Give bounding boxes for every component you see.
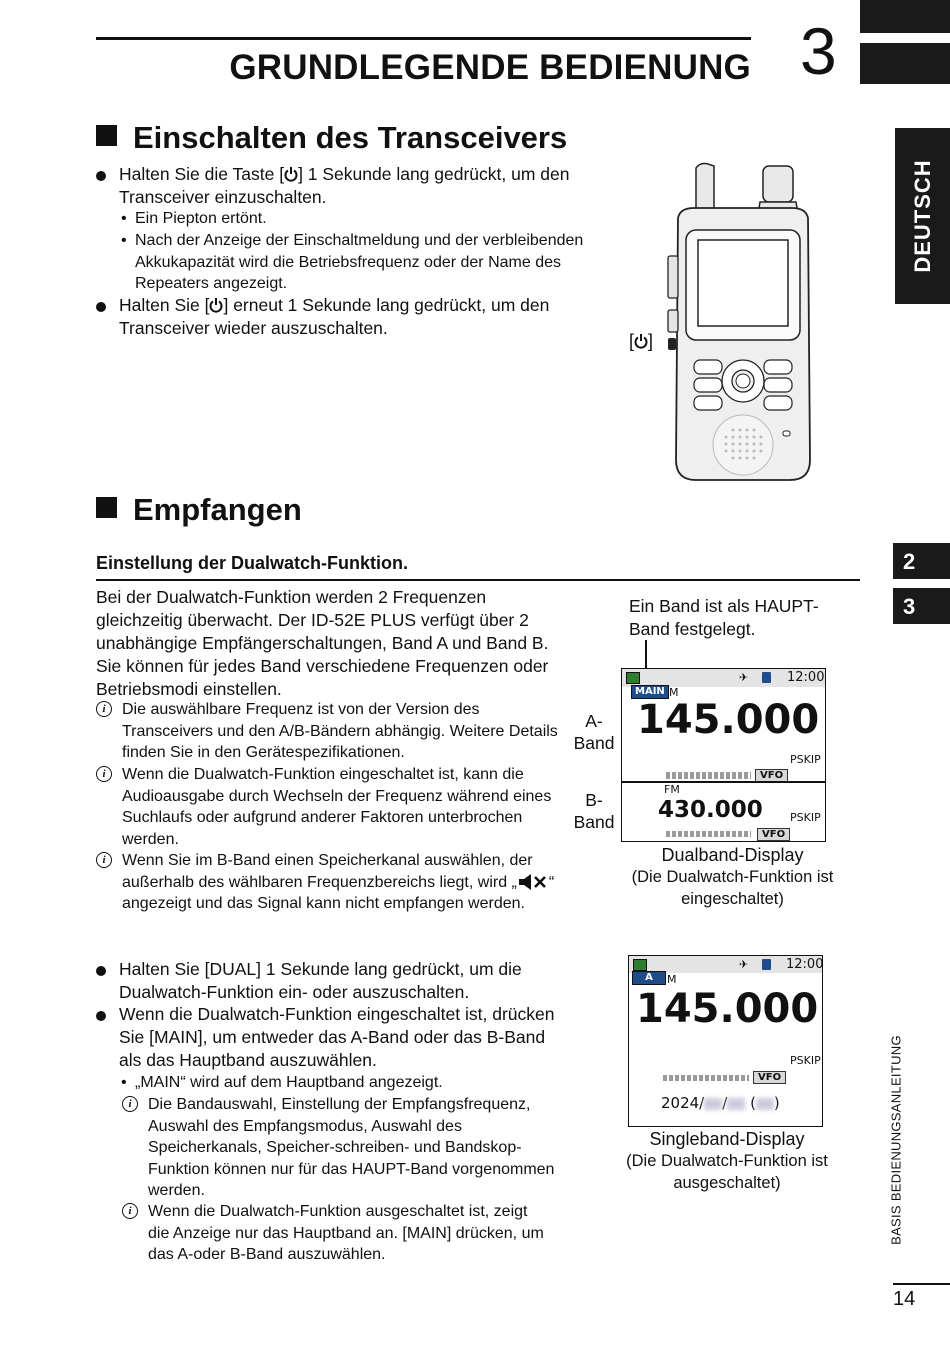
square-bullet-icon	[96, 125, 117, 146]
note-main-band-only: i Die Bandauswahl, Einstellung der Empfangsfrequenz, Auswahl des Empfangsmodus, Auswahl des Speicherkanals, Speicher-schreiben- und Bandskop-Funktion können nur für das HAUPT-Band vorgenommen werden.	[148, 1094, 568, 1202]
section-title-power: Einschalten des Transceivers	[96, 120, 567, 156]
transceiver-illustration	[660, 160, 825, 485]
sub-beep: • Ein Piepton ertönt.	[121, 210, 267, 227]
sub-display-info: • Nach der Anzeige der Einschaltmeldung und der verbleibenden Akkukapazität wird die Betriebsfrequenz oder der Name des Repeaters angezeigt.	[121, 232, 584, 292]
section-tab-label: 2	[903, 549, 916, 574]
frequency: 145.000	[636, 986, 819, 1032]
bullet-main-key: Wenn die Dualwatch-Funktion eingeschaltet ist, drücken Sie [MAIN], um entweder das A-Band oder das B-Band als das Hauptband auszuwählen.	[119, 1003, 569, 1072]
chapter-number: 3	[800, 14, 837, 88]
pskip-b: PSKIP	[790, 811, 821, 824]
battery-icon	[633, 959, 647, 971]
vertical-manual-label: BASIS BEDIENUNGSANLEITUNG	[888, 1035, 904, 1245]
clock: 12:00	[786, 957, 824, 972]
gps-icon: ✈	[739, 671, 749, 684]
pskip-a: PSKIP	[790, 753, 821, 766]
s-meter-a	[666, 772, 751, 779]
power-key-label: [ ]	[629, 331, 654, 351]
section-title-receive: Empfangen	[96, 492, 302, 528]
singleband-display	[628, 955, 823, 1127]
note-frequency: i Die auswählbare Frequenz ist von der Version des Transceivers und den A/B-Bändern abhängig. Weitere Details finden Sie in den Gerätespezifikationen.	[122, 699, 562, 764]
bullet-dot-icon	[96, 966, 106, 976]
section-tab-3	[893, 588, 950, 624]
note-audio: i Wenn die Dualwatch-Funktion eingeschaltet ist, kann die Audioausgabe durch Wechseln der Frequenz während eines Suchlaufs oder aufgrund anderer Faktoren unterbrochen werden.	[122, 764, 562, 850]
vfo-a: VFO	[755, 769, 788, 782]
pskip: PSKIP	[790, 1054, 821, 1067]
language-tab-label: DEUTSCH	[909, 159, 935, 273]
battery-icon	[626, 672, 640, 684]
gps-icon: ✈	[739, 958, 749, 971]
s-meter-b	[666, 831, 751, 837]
mode-a: M	[669, 686, 679, 699]
note-memory-channel: i Wenn Sie im B-Band einen Speicherkanal auswählen, der außerhalb des wählbaren Frequenzbereichs liegt, wird „ “ angezeigt und das Signal kann nicht empfangen werden.	[122, 850, 562, 915]
mode-b: FM	[664, 783, 680, 796]
blurred-day	[727, 1098, 745, 1110]
sd-card-icon	[762, 672, 771, 683]
bullet-power-on: Halten Sie die Taste [ ] 1 Sekunde lang gedrückt, um den Transceiver einzuschalten.	[119, 163, 599, 209]
chapter-title: GRUNDLEGENDE BEDIENUNG	[229, 48, 751, 87]
subheading-rule	[96, 579, 860, 581]
frequency-a: 145.000	[637, 697, 820, 743]
callout-main-band: Ein Band ist als HAUPT-Band festgelegt.	[629, 596, 819, 639]
date-readout: 2024/ / ( )	[661, 1094, 780, 1112]
section-tab-label: 3	[903, 594, 916, 619]
mute-icon	[517, 874, 549, 890]
page-rule	[893, 1283, 950, 1285]
square-bullet-icon	[96, 497, 117, 518]
sd-card-icon	[762, 959, 771, 970]
mode: M	[667, 973, 677, 986]
blurred-weekday	[756, 1098, 774, 1110]
frequency-b: 430.000	[658, 797, 763, 823]
power-icon	[209, 297, 223, 313]
s-meter	[663, 1075, 749, 1081]
b-band-label: B- Band	[573, 790, 615, 832]
bullet-dot-icon	[96, 1011, 106, 1021]
chapter-tab-bottom	[860, 43, 950, 84]
bullet-dot-icon	[96, 302, 106, 312]
subheading-dualwatch: Einstellung der Dualwatch-Funktion.	[96, 553, 409, 573]
clock: 12:00	[787, 670, 825, 685]
blurred-month	[704, 1098, 722, 1110]
sub-main-indicator: • „MAIN“ wird auf dem Hauptband angezeigt.	[121, 1074, 443, 1091]
vfo-b: VFO	[757, 828, 790, 841]
singleband-caption: Singleband-Display (Die Dualwatch-Funktion ist ausgeschaltet)	[626, 1129, 828, 1192]
note-single-band: i Wenn die Dualwatch-Funktion ausgeschaltet ist, zeigt die Anzeige nur das Hauptband an. [MAIN] drücken, um das A-oder B-Band auszuwählen.	[148, 1201, 548, 1266]
info-icon: i	[96, 852, 112, 868]
a-band-label: A- Band	[573, 711, 615, 753]
bullet-dual-key: Halten Sie [DUAL] 1 Sekunde lang gedrückt, um die Dualwatch-Funktion ein- oder auszuschalten.	[119, 958, 569, 1004]
language-tab	[895, 128, 950, 304]
info-icon: i	[96, 701, 112, 717]
info-icon: i	[96, 766, 112, 782]
section-tab-2	[893, 543, 950, 579]
page-number: 14	[893, 1288, 916, 1310]
power-icon	[634, 333, 648, 349]
bullet-power-off: Halten Sie [ ] erneut 1 Sekunde lang gedrückt, um den Transceiver wieder auszuschalten.	[119, 294, 609, 340]
header-rule	[96, 37, 751, 40]
dualband-caption: Dualband-Display (Die Dualwatch-Funktion ist eingeschaltet)	[631, 845, 834, 908]
dualband-display	[621, 668, 826, 842]
main-band-tag: MAIN	[631, 685, 669, 699]
power-icon	[284, 166, 298, 182]
intro-paragraph: Bei der Dualwatch-Funktion werden 2 Frequenzen gleichzeitig überwacht. Der ID-52E PLUS verfügt über 2 unabhängige Empfängerschaltungen, Band A und Band B. Sie können für jedes Band verschiedene Frequenzen oder Betriebsmodi einstellen.	[96, 587, 549, 699]
info-icon: i	[122, 1203, 138, 1219]
band-divider	[622, 781, 825, 783]
band-tag: A	[632, 971, 666, 985]
info-icon: i	[122, 1096, 138, 1112]
bullet-dot-icon	[96, 171, 106, 181]
chapter-tab-top	[860, 0, 950, 33]
vfo: VFO	[753, 1071, 786, 1084]
